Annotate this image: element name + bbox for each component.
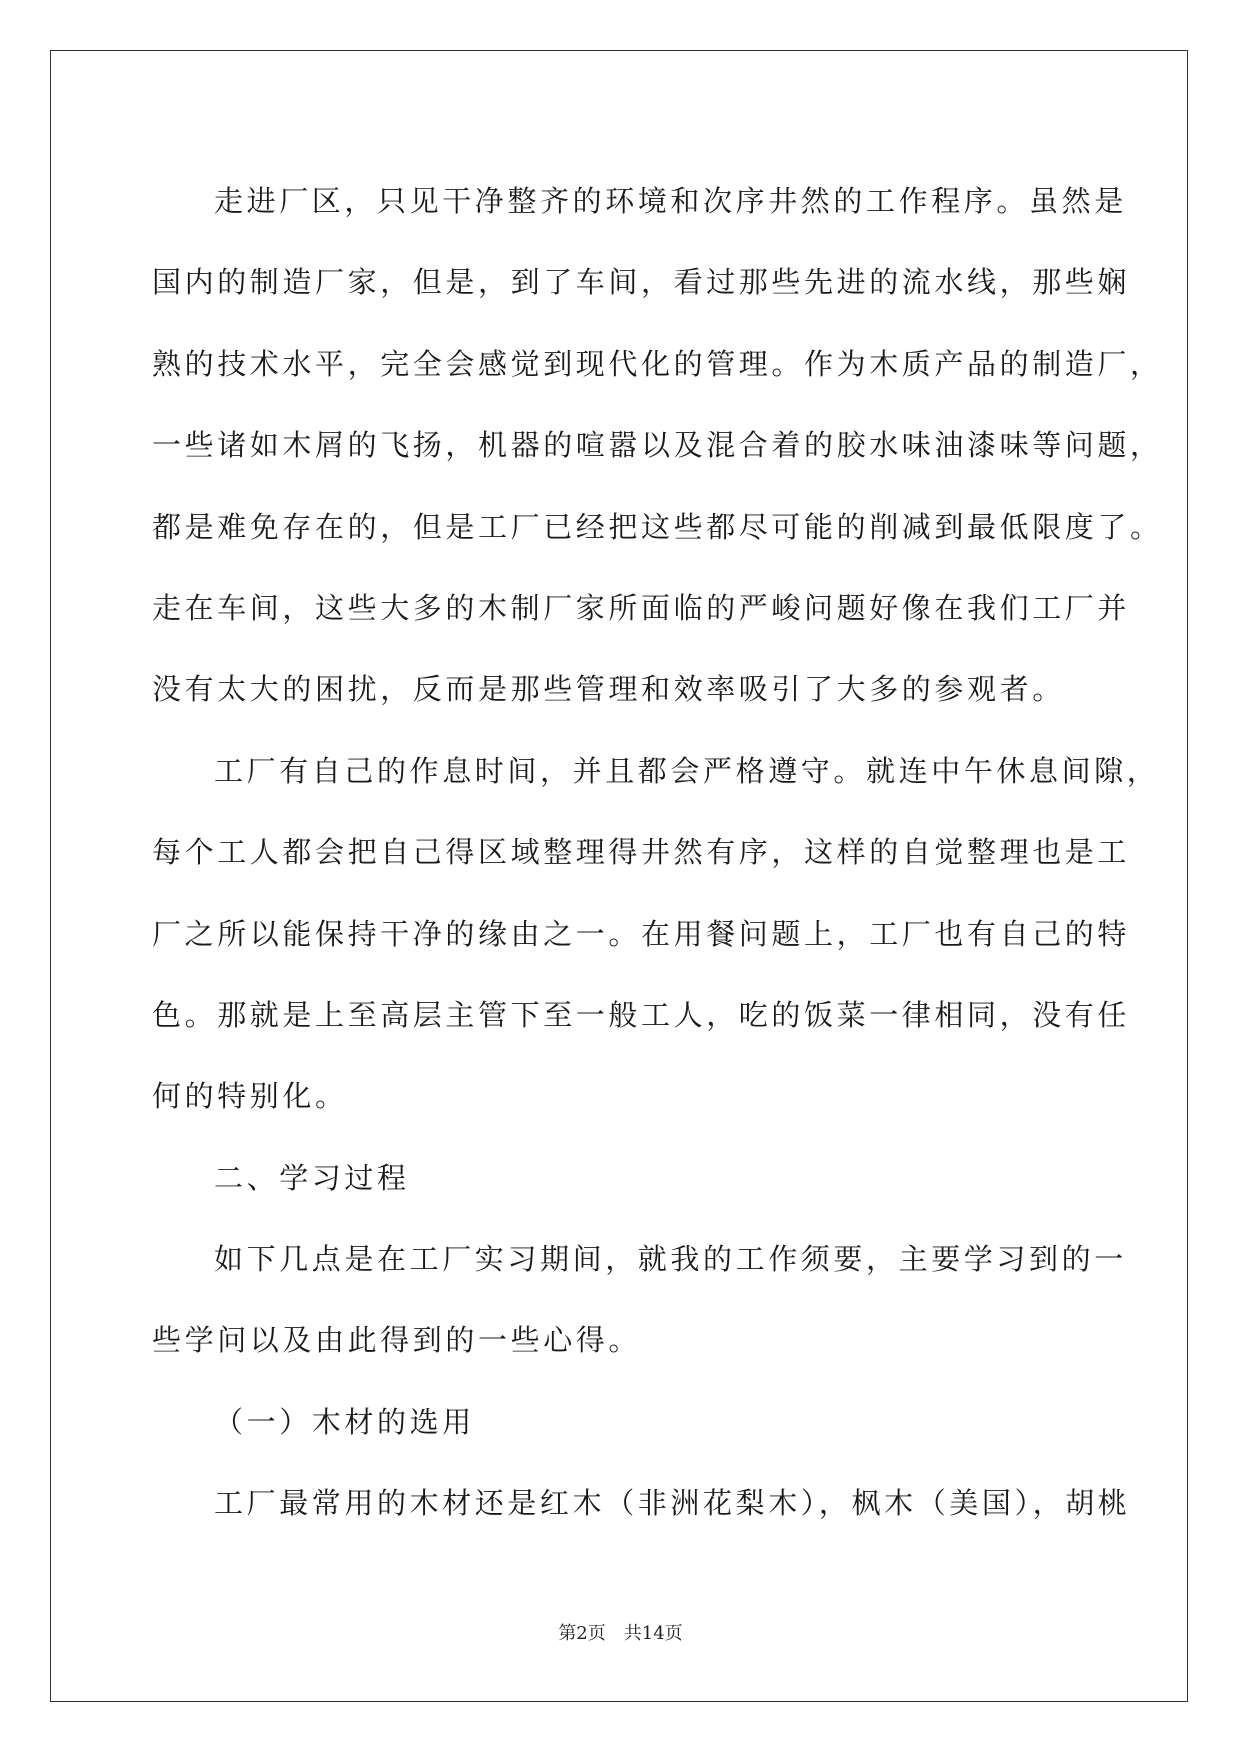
text-line: 都是难免存在的，但是工厂已经把这些都尽可能的削减到最低限度了。 [152,509,1163,544]
text-line: 些学问以及由此得到的一些心得。 [152,1323,642,1358]
text-line: 走在车间，这些大多的木制厂家所面临的严峻问题好像在我们工厂并 [152,590,1131,625]
text-line: 国内的制造厂家，但是，到了车间，看过那些先进的流水线，那些娴 [152,265,1131,300]
page-number: 第2页 [558,1623,606,1644]
text-line: 工厂有自己的作息时间，并且都会严格遵守。就连中午休息间隙， [214,753,1160,788]
text-line: 每个工人都会把自己得区域整理得井然有序，这样的自觉整理也是工 [152,835,1131,870]
text-line: 工厂最常用的木材还是红木（非洲花梨木），枫木（美国），胡桃 [214,1486,1131,1521]
text-line: 如下几点是在工厂实习期间，就我的工作须要，主要学习到的一 [214,1242,1127,1277]
page-total: 共14页 [623,1623,683,1644]
text-line: 没有太大的困扰，反而是那些管理和效率吸引了大多的参观者。 [152,672,1065,707]
page-footer [0,1619,1241,1645]
text-line: 色。那就是上至高层主管下至一般工人，吃的饭菜一律相同，没有任 [152,997,1131,1032]
text-line: 厂之所以能保持干净的缘由之一。在用餐问题上，工厂也有自己的特 [152,916,1131,951]
subsection-heading: （一）木材的选用 [214,1404,475,1439]
text-line: 何的特别化。 [152,1079,348,1114]
section-heading: 二、学习过程 [214,1160,410,1195]
text-line: 走进厂区，只见干净整齐的环境和次序井然的工作程序。虽然是 [214,184,1127,218]
text-line: 一些诸如木屑的飞扬，机器的喧嚣以及混合着的胶水味油漆味等问题， [152,428,1163,463]
document-body [152,161,1163,1545]
text-line: 熟的技术水平，完全会感觉到现代化的管理。作为木质产品的制造厂， [152,346,1163,381]
